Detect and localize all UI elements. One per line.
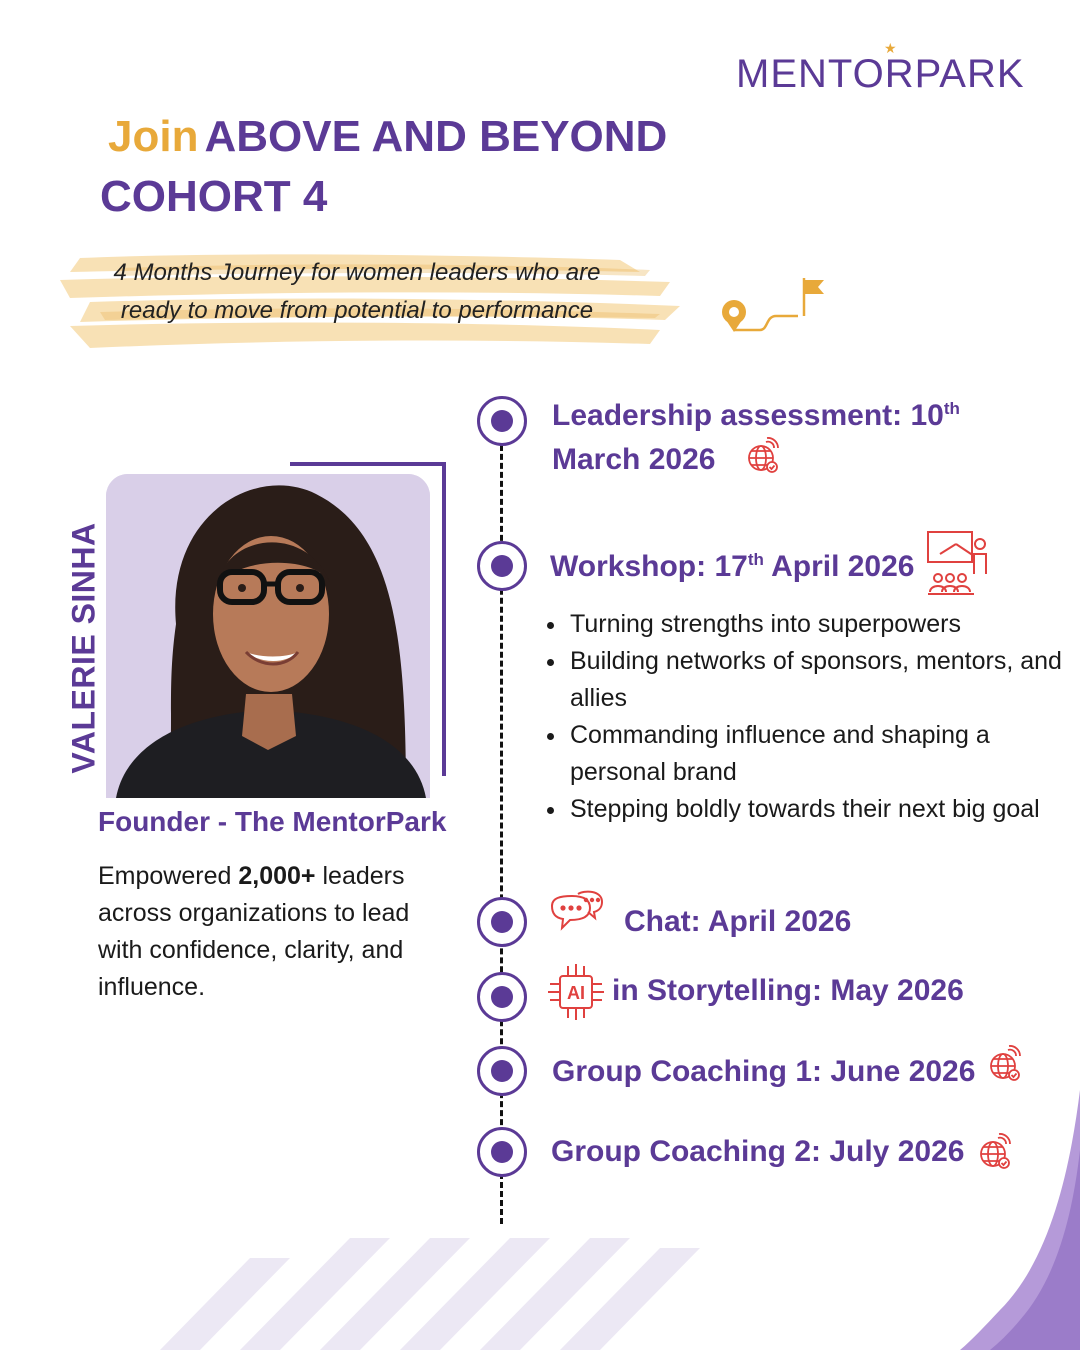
timeline-node: [477, 1127, 527, 1177]
event-group-coaching-2: Group Coaching 2: July 2026: [551, 1135, 965, 1168]
mentorpark-logo: MENTORPARK: [736, 52, 1025, 96]
cohort-title: COHORT 4: [100, 172, 328, 221]
journey-path-icon: [716, 272, 828, 348]
speaker-name: VALERIE SINHA: [65, 522, 102, 774]
event-sup: th: [747, 550, 764, 569]
list-item: • Stepping boldly towards their next big goal: [568, 791, 1068, 828]
timeline-node: [477, 541, 527, 591]
profile-photo: [106, 474, 430, 798]
event-sup: th: [943, 399, 960, 418]
speaker-bio: [98, 858, 448, 1006]
timeline-node: [477, 1046, 527, 1096]
workshop-topics: [538, 606, 1068, 828]
join-word: Join: [108, 112, 199, 161]
bio-rest: leaders across organizations to lead with confidence, clarity, and influence.: [98, 862, 410, 1001]
event-text: March 2026: [552, 443, 716, 476]
timeline-node: [477, 897, 527, 947]
timeline-node: [477, 396, 527, 446]
logo-star-icon: ★: [884, 40, 897, 56]
speaker-role: Founder - The MentorPark: [98, 806, 447, 837]
event-text: Workshop: 17: [550, 550, 748, 583]
event-date: April 2026: [763, 550, 915, 583]
decorative-stripes: [140, 1238, 700, 1350]
globe-online-icon: [746, 436, 780, 474]
event-chat: Chat: April 2026: [624, 905, 852, 938]
chat-bubbles-icon: [548, 890, 606, 940]
bio-highlight: 2,000+: [238, 862, 316, 890]
page-title: [100, 112, 667, 162]
presentation-icon: [926, 530, 992, 598]
program-name: ABOVE AND BEYOND: [204, 112, 668, 161]
subtitle: 4 Months Journey for women leaders who are ready to move from potential to performance: [113, 259, 601, 324]
bio-intro: Empowered: [98, 862, 232, 890]
globe-online-icon: [988, 1044, 1022, 1082]
event-group-coaching-1: Group Coaching 1: June 2026: [552, 1055, 976, 1088]
list-item: • Building networks of sponsors, mentors, and allies: [568, 643, 1068, 717]
event-leadership-assessment: [552, 394, 960, 438]
event-workshop: [550, 545, 915, 589]
event-ai-storytelling: in Storytelling: May 2026: [612, 974, 964, 1007]
ai-chip-label: AI: [567, 983, 585, 1003]
list-item: • Commanding influence and shaping a personal brand: [568, 717, 1068, 791]
list-item: • Turning strengths into superpowers: [568, 606, 1068, 643]
timeline-node: [477, 972, 527, 1022]
ai-chip-icon: [546, 962, 606, 1022]
timeline-line: [500, 400, 503, 1224]
event-leadership-assessment-date: [552, 438, 715, 482]
decorative-wave: [960, 1090, 1080, 1350]
event-text: Leadership assessment: 10: [552, 399, 944, 432]
